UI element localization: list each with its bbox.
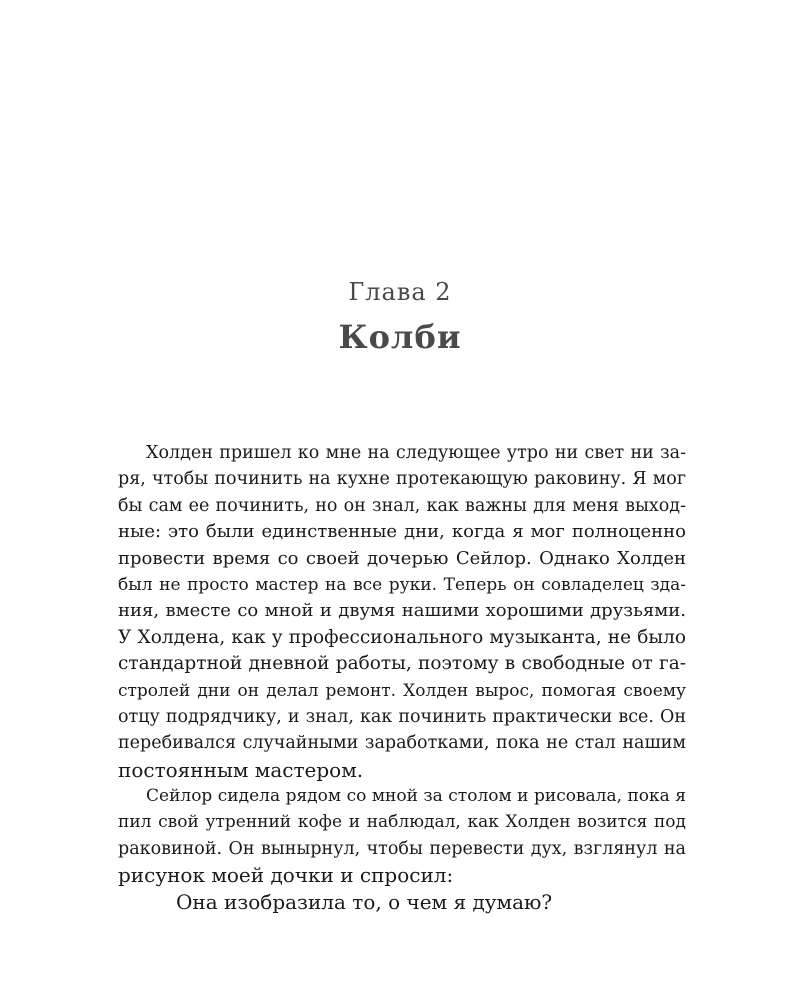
text-line: У Холдена, как у профессионального музыканта, не было (118, 626, 686, 648)
text-line: был не просто мастер на все руки. Теперь он совладелец зда- (118, 574, 686, 595)
dialogue-line: Она изобразила то, о чем я думаю? (176, 889, 553, 914)
body-text (118, 440, 686, 915)
text-line: стролей дни он делал ремонт. Холден вырос, помогая своему (118, 680, 686, 701)
chapter-title: Колби (338, 318, 462, 356)
text-line: ния, вместе со мной и двумя нашими хорошими друзьями. (118, 600, 686, 622)
text-line: пил свой утренний кофе и наблюдал, как Холден возится под (118, 812, 686, 833)
text-line: бы сам ее починить, но он знал, как важны для меня выход- (118, 495, 686, 516)
text-line: провести время со своей дочерью Сейлор. Однако Холден (118, 547, 686, 569)
text-line: ря, чтобы починить на кухне протекающую раковину. Я мог (118, 469, 686, 490)
chapter-number: Глава 2 (348, 278, 452, 306)
text-line: отцу подрядчику, и знал, как починить практически все. Он (118, 706, 686, 727)
text-line: Холден пришел ко мне на следующее утро ни свет ни за- (146, 443, 686, 463)
text-line: стандартной дневной работы, поэтому в свободные от га- (118, 653, 686, 675)
text-line: раковиной. Он вынырнул, чтобы перевести дух, взглянул на (118, 838, 686, 859)
text-line: постоянным мастером. (118, 757, 364, 782)
text-line: ные: это были единственные дни, когда я мог полноценно (118, 521, 686, 543)
text-line: перебивался случайными заработками, пока не стал нашим (118, 733, 686, 754)
text-line: Сейлор сидела рядом со мной за столом и рисовала, пока я (146, 786, 686, 807)
text-line: рисунок моей дочки и спросил: (118, 863, 454, 888)
